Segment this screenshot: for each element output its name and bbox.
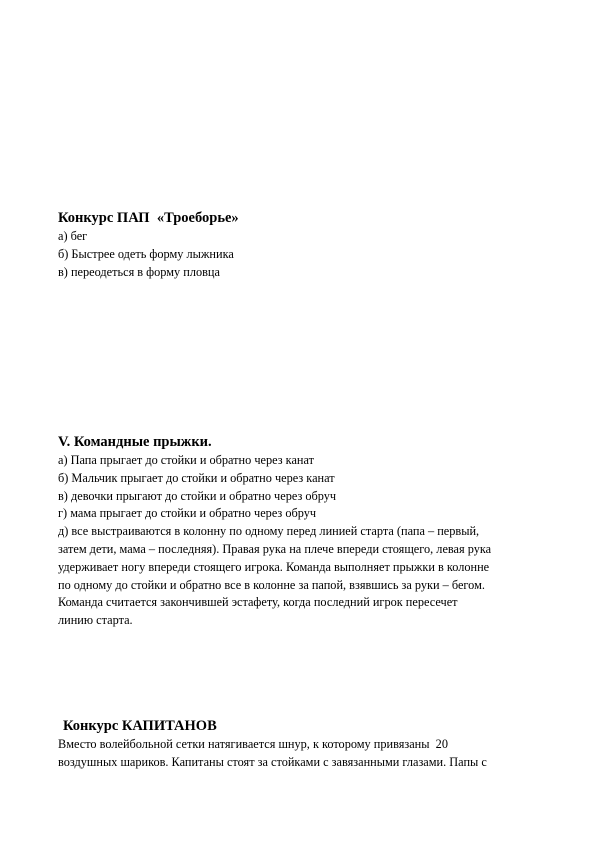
paragraph-line: Вместо волейбольной сетки натягивается шнур, к которому привязаны 20 xyxy=(58,737,448,751)
list-item: а) бег xyxy=(58,229,88,243)
paragraph-line: по одному до стойки и обратно все в колонне за папой, взявшись за руки – бегом. xyxy=(58,577,485,592)
section-team-jumps xyxy=(58,432,558,630)
section-heading: Конкурс ПАП «Троеборье» xyxy=(58,210,239,226)
list-item: в) переодеться в форму пловца xyxy=(58,264,220,279)
paragraph-line: удерживает ногу впереди стоящего игрока. Команда выполняет прыжки в колонне xyxy=(58,559,490,574)
paragraph-line: затем дети, мама – последняя). Правая рука на плече впереди стоящего, левая рука xyxy=(58,541,492,556)
list-item: в) девочки прыгают до стойки и обратно через обруч xyxy=(58,488,337,503)
list-item: б) Мальчик прыгает до стойки и обратно через канат xyxy=(58,470,335,485)
paragraph-line: Команда считается закончившей эстафету, когда последний игрок пересечет xyxy=(58,595,458,610)
section-heading: V. Командные прыжки. xyxy=(58,434,212,450)
section-heading: Конкурс КАПИТАНОВ xyxy=(63,718,217,734)
paragraph-line: д) все выстраиваются в колонну по одному перед линией старта (папа – первый, xyxy=(58,524,480,539)
list-item: г) мама прыгает до стойки и обратно через обруч xyxy=(58,506,317,521)
paragraph-line: воздушных шариков. Капитаны стоят за стойками с завязанными глазами. Папы с xyxy=(58,754,487,769)
paragraph-line: линию старта. xyxy=(58,613,133,628)
list-item: б) Быстрее одеть форму лыжника xyxy=(58,246,234,261)
section-captains xyxy=(58,716,563,772)
section-troeborye xyxy=(58,208,558,281)
list-item: а) Папа прыгает до стойки и обратно через канат xyxy=(58,453,315,467)
